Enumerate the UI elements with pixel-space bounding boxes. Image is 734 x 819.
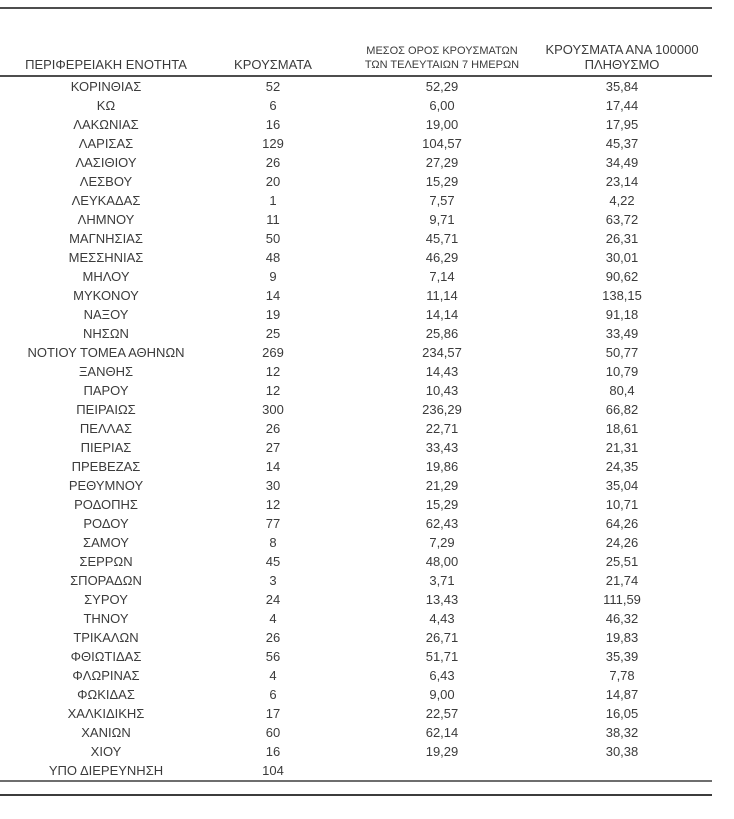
cases-cell: 6	[269, 98, 277, 113]
table-row	[0, 286, 712, 305]
cases-cell: 12	[265, 497, 281, 512]
table-row	[0, 76, 712, 96]
spacer-cell	[694, 134, 712, 153]
cases-cell: 129	[262, 136, 284, 151]
per100k-cell: 30,38	[605, 744, 639, 759]
col-header-avg7-line1: ΜΕΣΟΣ ΟΡΟΣ ΚΡΟΥΣΜΑΤΩΝ	[366, 45, 518, 57]
region-cell: ΝΟΤΙΟΥ ΤΟΜΕΑ ΑΘΗΝΩΝ	[27, 345, 185, 360]
spacer-cell	[694, 248, 712, 267]
spacer-cell	[694, 267, 712, 286]
avg7-cell: 6,00	[429, 98, 455, 113]
cases-cell: 1	[269, 193, 277, 208]
avg7-cell: 7,14	[429, 269, 455, 284]
spacer-cell	[694, 210, 712, 229]
region-cell: ΝΗΣΩΝ	[83, 326, 129, 341]
cases-cell: 300	[262, 402, 284, 417]
per100k-cell: 50,77	[605, 345, 639, 360]
region-cell: ΠΙΕΡΙΑΣ	[80, 440, 132, 455]
spacer-cell	[694, 590, 712, 609]
cases-cell: 6	[269, 687, 277, 702]
table-row	[0, 742, 712, 761]
region-cell: ΦΛΩΡΙΝΑΣ	[72, 668, 140, 683]
cases-cell: 3	[269, 573, 277, 588]
per100k-cell: 24,35	[605, 459, 639, 474]
table-row	[0, 419, 712, 438]
table-row	[0, 153, 712, 172]
col-header-per100k-line2: ΠΛΗΘΥΣΜΟ	[584, 57, 660, 72]
per100k-cell: 26,31	[605, 231, 639, 246]
region-cell: ΛΕΣΒΟΥ	[79, 174, 133, 189]
table-row	[0, 324, 712, 343]
avg7-cell: 9,00	[429, 687, 455, 702]
per100k-cell: 24,26	[605, 535, 639, 550]
avg7-cell: 14,43	[425, 364, 459, 379]
table-row	[0, 609, 712, 628]
table-row	[0, 362, 712, 381]
cases-cell: 4	[269, 668, 277, 683]
region-cell: ΡΟΔΟΥ	[83, 516, 129, 531]
table-row	[0, 495, 712, 514]
avg7-cell: 6,43	[429, 668, 455, 683]
cases-cell: 50	[265, 231, 281, 246]
per100k-cell: 80,4	[609, 383, 635, 398]
spacer-cell	[694, 514, 712, 533]
per100k-cell: 10,79	[605, 364, 639, 379]
avg7-cell: 26,71	[425, 630, 459, 645]
col-header-avg7	[334, 8, 550, 76]
region-cell: ΜΗΛΟΥ	[82, 269, 130, 284]
table-row	[0, 134, 712, 153]
region-cell: ΡΟΔΟΠΗΣ	[74, 497, 138, 512]
table-row	[0, 647, 712, 666]
cases-cell: 30	[265, 478, 281, 493]
per100k-cell: 35,04	[605, 478, 639, 493]
per100k-cell: 66,82	[605, 402, 639, 417]
spacer-cell	[694, 76, 712, 96]
per100k-cell: 34,49	[605, 155, 639, 170]
table-row	[0, 381, 712, 400]
spacer-cell	[694, 742, 712, 761]
avg7-cell: 22,71	[425, 421, 459, 436]
table-row	[0, 210, 712, 229]
avg7-cell: 51,71	[425, 649, 459, 664]
cases-cell: 16	[265, 117, 281, 132]
avg7-cell: 25,86	[425, 326, 459, 341]
per100k-cell: 45,37	[605, 136, 639, 151]
table-row	[0, 666, 712, 685]
per100k-cell	[550, 761, 694, 781]
spacer-cell	[694, 381, 712, 400]
per100k-cell: 138,15	[602, 288, 642, 303]
avg7-cell: 62,14	[425, 725, 459, 740]
region-cell: ΜΑΓΝΗΣΙΑΣ	[69, 231, 143, 246]
table-row	[0, 343, 712, 362]
spacer-cell	[694, 685, 712, 704]
spacer-cell	[694, 609, 712, 628]
spacer-cell	[694, 628, 712, 647]
table-row	[0, 533, 712, 552]
table-row	[0, 229, 712, 248]
spacer-cell	[694, 533, 712, 552]
col-header-cases-label: ΚΡΟΥΣΜΑΤΑ	[234, 57, 312, 72]
per100k-cell: 64,26	[605, 516, 639, 531]
avg7-cell: 22,57	[425, 706, 459, 721]
cases-cell: 56	[265, 649, 281, 664]
regional-cases-table	[0, 7, 712, 782]
avg7-cell: 15,29	[425, 497, 459, 512]
cases-cell: 24	[265, 592, 281, 607]
per100k-cell: 38,32	[605, 725, 639, 740]
table-row	[0, 172, 712, 191]
per100k-cell: 111,59	[603, 592, 641, 607]
per100k-cell: 18,61	[605, 421, 639, 436]
region-cell: ΠΕΙΡΑΙΩΣ	[76, 402, 136, 417]
avg7-cell: 46,29	[425, 250, 459, 265]
col-header-per100k	[545, 8, 699, 76]
region-cell: ΚΟΡΙΝΘΙΑΣ	[70, 79, 142, 94]
region-cell: ΤΗΝΟΥ	[83, 611, 129, 626]
avg7-cell: 52,29	[425, 79, 459, 94]
col-header-avg7-line2: ΤΩΝ ΤΕΛΕΥΤΑΙΩΝ 7 ΗΜΕΡΩΝ	[364, 59, 520, 71]
cases-cell: 14	[265, 288, 281, 303]
cases-cell: 48	[265, 250, 281, 265]
region-cell: ΜΕΣΣΗΝΙΑΣ	[68, 250, 144, 265]
region-cell: ΣΥΡΟΥ	[84, 592, 128, 607]
per100k-cell: 4,22	[609, 193, 635, 208]
spacer-cell	[694, 229, 712, 248]
spacer-cell	[694, 723, 712, 742]
spacer-cell	[694, 647, 712, 666]
per100k-cell: 10,71	[605, 497, 639, 512]
avg7-cell: 15,29	[425, 174, 459, 189]
spacer-cell	[694, 286, 712, 305]
table-row	[0, 628, 712, 647]
table-row	[0, 248, 712, 267]
col-header-region	[0, 8, 212, 76]
cases-cell: 17	[265, 706, 281, 721]
table-row	[0, 552, 712, 571]
cases-cell: 16	[265, 744, 281, 759]
per100k-cell: 33,49	[605, 326, 639, 341]
avg7-cell: 13,43	[425, 592, 459, 607]
avg7-cell: 19,29	[425, 744, 459, 759]
spacer-cell	[694, 305, 712, 324]
region-cell: ΛΗΜΝΟΥ	[77, 212, 135, 227]
spacer-cell	[694, 324, 712, 343]
cases-cell: 26	[265, 155, 281, 170]
spacer-cell	[694, 343, 712, 362]
avg7-cell: 27,29	[425, 155, 459, 170]
avg7-cell: 7,29	[429, 535, 455, 550]
table-row	[0, 704, 712, 723]
spacer-cell	[694, 419, 712, 438]
avg7-cell: 104,57	[422, 136, 462, 151]
cases-cell: 19	[265, 307, 281, 322]
region-cell: ΠΑΡΟΥ	[83, 383, 129, 398]
avg7-cell: 11,14	[426, 288, 458, 303]
cases-cell: 20	[265, 174, 281, 189]
spacer-cell	[694, 191, 712, 210]
region-cell: ΠΡΕΒΕΖΑΣ	[71, 459, 141, 474]
avg7-cell: 45,71	[425, 231, 459, 246]
per100k-cell: 63,72	[605, 212, 639, 227]
region-cell: ΝΑΞΟΥ	[83, 307, 129, 322]
cases-cell: 14	[265, 459, 281, 474]
avg7-cell: 10,43	[425, 383, 459, 398]
avg7-cell: 3,71	[429, 573, 455, 588]
spacer-cell	[694, 172, 712, 191]
region-cell: ΧΑΛΚΙΔΙΚΗΣ	[67, 706, 145, 721]
spacer-cell	[694, 362, 712, 381]
spacer-cell	[694, 666, 712, 685]
per100k-cell: 23,14	[605, 174, 639, 189]
avg7-cell: 234,57	[422, 345, 462, 360]
per100k-cell: 90,62	[605, 269, 639, 284]
cases-cell: 25	[265, 326, 281, 341]
avg7-cell: 21,29	[425, 478, 459, 493]
cases-cell: 9	[269, 269, 277, 284]
cases-cell: 77	[265, 516, 281, 531]
cases-cell: 60	[265, 725, 281, 740]
region-cell: ΧΙΟΥ	[90, 744, 122, 759]
col-header-region-label: ΠΕΡΙΦΕΡΕΙΑΚΗ ΕΝΟΤΗΤΑ	[25, 57, 187, 72]
table-row	[0, 191, 712, 210]
per100k-cell: 35,84	[605, 79, 639, 94]
per100k-cell: 46,32	[605, 611, 639, 626]
avg7-cell: 9,71	[429, 212, 455, 227]
region-cell: ΛΑΡΙΣΑΣ	[78, 136, 134, 151]
table-row	[0, 685, 712, 704]
spacer-cell	[694, 495, 712, 514]
cases-cell: 26	[265, 421, 281, 436]
per100k-cell: 30,01	[605, 250, 639, 265]
table-row	[0, 96, 712, 115]
table-row	[0, 723, 712, 742]
table-row	[0, 115, 712, 134]
region-cell: ΚΩ	[96, 98, 116, 113]
region-cell: ΦΩΚΙΔΑΣ	[77, 687, 135, 702]
region-cell: ΡΕΘΥΜΝΟΥ	[68, 478, 144, 493]
per100k-cell: 25,51	[605, 554, 639, 569]
avg7-cell: 236,29	[422, 402, 462, 417]
region-cell: ΛΕΥΚΑΔΑΣ	[71, 193, 141, 208]
table-row	[0, 514, 712, 533]
region-cell: ΦΘΙΩΤΙΔΑΣ	[70, 649, 142, 664]
region-cell: ΠΕΛΛΑΣ	[79, 421, 133, 436]
per100k-cell: 7,78	[609, 668, 635, 683]
cases-cell: 11	[266, 212, 280, 227]
spacer-cell	[694, 438, 712, 457]
per100k-cell: 19,83	[605, 630, 639, 645]
region-cell: ΜΥΚΟΝΟΥ	[73, 288, 139, 303]
spacer-cell	[694, 115, 712, 134]
spacer-cell	[694, 704, 712, 723]
table-row	[0, 438, 712, 457]
table-row	[0, 761, 712, 781]
spacer-cell	[694, 476, 712, 495]
cases-cell: 12	[265, 383, 281, 398]
avg7-cell	[334, 761, 550, 781]
per100k-cell: 91,18	[605, 307, 639, 322]
avg7-cell: 7,57	[429, 193, 455, 208]
region-cell: ΣΠΟΡΑΔΩΝ	[70, 573, 142, 588]
table-row	[0, 590, 712, 609]
table-row	[0, 476, 712, 495]
avg7-cell: 19,00	[425, 117, 459, 132]
per100k-cell: 21,74	[605, 573, 639, 588]
table-row	[0, 305, 712, 324]
cases-cell: 8	[269, 535, 277, 550]
region-cell: ΣΑΜΟΥ	[83, 535, 129, 550]
col-header-cases	[212, 8, 334, 76]
avg7-cell: 19,86	[425, 459, 459, 474]
region-cell: ΧΑΝΙΩΝ	[81, 725, 131, 740]
table-header-row	[0, 8, 712, 76]
spacer-cell	[694, 400, 712, 419]
cases-cell: 45	[265, 554, 281, 569]
avg7-cell: 62,43	[425, 516, 459, 531]
cases-cell: 104	[212, 761, 334, 781]
region-cell: ΛΑΣΙΘΙΟΥ	[75, 155, 137, 170]
table-row	[0, 267, 712, 286]
region-cell: ΣΕΡΡΩΝ	[79, 554, 133, 569]
cases-cell: 269	[262, 345, 284, 360]
per100k-cell: 17,95	[605, 117, 639, 132]
avg7-cell: 14,14	[425, 307, 459, 322]
table-body	[0, 76, 712, 781]
table-row	[0, 571, 712, 590]
cases-cell: 26	[265, 630, 281, 645]
spacer-cell	[694, 96, 712, 115]
cases-cell: 12	[265, 364, 281, 379]
per100k-cell: 14,87	[605, 687, 639, 702]
bottom-divider	[0, 794, 712, 796]
avg7-cell: 4,43	[429, 611, 455, 626]
table-row	[0, 457, 712, 476]
cases-cell: 27	[265, 440, 281, 455]
spacer-cell	[694, 153, 712, 172]
cases-cell: 4	[269, 611, 277, 626]
avg7-cell: 33,43	[425, 440, 459, 455]
spacer-cell	[694, 571, 712, 590]
region-cell: ΥΠΟ ΔΙΕΡΕΥΝΗΣΗ	[0, 761, 212, 781]
cases-cell: 52	[265, 79, 281, 94]
col-header-per100k-line1: ΚΡΟΥΣΜΑΤΑ ΑΝΑ 100000	[545, 42, 699, 57]
per100k-cell: 17,44	[605, 98, 639, 113]
region-cell: ΛΑΚΩΝΙΑΣ	[73, 117, 139, 132]
per100k-cell: 21,31	[605, 440, 639, 455]
per100k-cell: 35,39	[605, 649, 639, 664]
spacer-cell	[694, 761, 712, 781]
spacer-cell	[694, 457, 712, 476]
avg7-cell: 48,00	[425, 554, 459, 569]
per100k-cell: 16,05	[605, 706, 639, 721]
spacer-cell	[694, 552, 712, 571]
region-cell: ΤΡΙΚΑΛΩΝ	[73, 630, 139, 645]
region-cell: ΞΑΝΘΗΣ	[78, 364, 134, 379]
table-row	[0, 400, 712, 419]
